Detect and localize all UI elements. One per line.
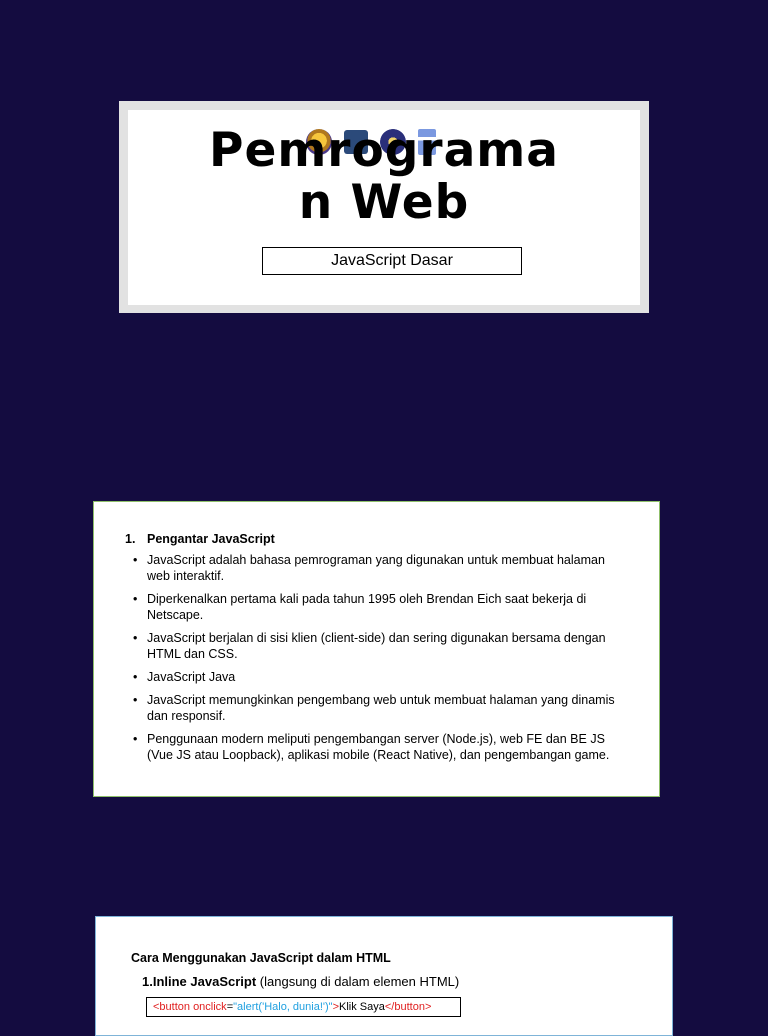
- slide-title: Pemrograma n Web: [209, 123, 559, 230]
- code-open-tag: <button onclick: [153, 1001, 227, 1013]
- title-slide: [119, 101, 649, 313]
- usage-subheading-bold: 1.Inline JavaScript: [142, 974, 257, 989]
- list-item: • JavaScript memungkinkan pengembang web untuk membuat halaman yang dinamis dan responsif.: [147, 692, 631, 724]
- section-number: 1.: [125, 532, 136, 546]
- list-item: • Diperkenalkan pertama kali pada tahun 1995 oleh Brendan Eich saat bekerja di Netscape.: [147, 591, 631, 623]
- bullet-list: [147, 552, 631, 770]
- list-item: • Penggunaan modern meliputi pengembangan server (Node.js), web FE dan BE JS (Vue JS atau Loopback), aplikasi mobile (React Native), dan pengembangan game.: [147, 731, 631, 763]
- code-close-bracket: >: [332, 1001, 340, 1013]
- list-item: • JavaScript berjalan di sisi klien (client-side) dan sering digunakan bersama dengan HTML dan CSS.: [147, 630, 631, 662]
- usage-slide: [95, 916, 673, 1036]
- code-snippet: [146, 997, 461, 1017]
- slide-subtitle: JavaScript Dasar: [262, 247, 522, 275]
- list-item: • JavaScript adalah bahasa pemrograman yang digunakan untuk membuat halaman web interaktif.: [147, 552, 631, 584]
- usage-heading: Cara Menggunakan JavaScript dalam HTML: [131, 951, 391, 965]
- code-end-tag: </button>: [384, 1001, 432, 1013]
- section-heading: [125, 532, 275, 546]
- title-slide-content: [128, 110, 640, 305]
- usage-subheading: [142, 974, 459, 989]
- code-equals: =: [226, 1001, 234, 1013]
- list-item: • JavaScript Java: [147, 669, 631, 685]
- code-text: Klik Saya: [339, 1001, 385, 1013]
- usage-subheading-rest: (langsung di dalam elemen HTML): [256, 974, 460, 989]
- code-attr-value: "alert('Halo, dunia!')": [233, 1001, 333, 1013]
- intro-slide: [93, 501, 660, 797]
- section-heading-text: Pengantar JavaScript: [147, 532, 275, 546]
